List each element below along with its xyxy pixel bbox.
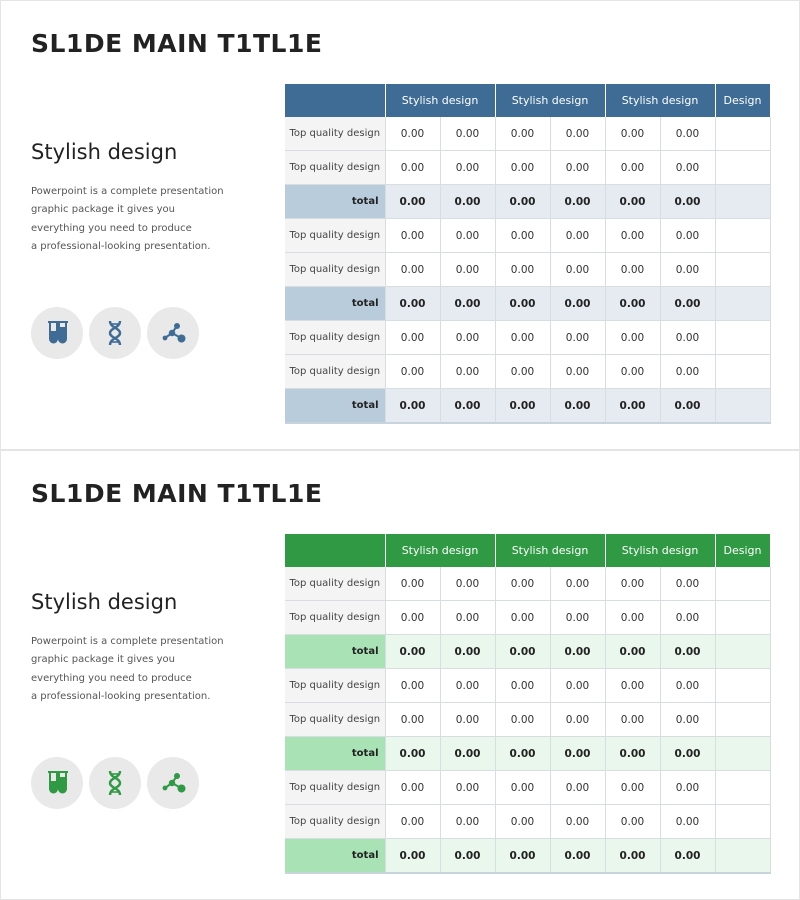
row-label: Top quality design (285, 703, 385, 737)
table-cell: 0.00 (660, 805, 715, 839)
table-cell: 0.00 (660, 253, 715, 287)
molecule-glyph (158, 768, 188, 798)
dna-icon (89, 757, 141, 809)
column-header: Design (715, 84, 770, 117)
table-cell: 0.00 (495, 771, 550, 805)
table-row (285, 805, 770, 839)
table-cell: 0.00 (660, 601, 715, 635)
table-cell: 0.00 (385, 151, 440, 185)
table-cell: 0.00 (495, 567, 550, 601)
table-cell (715, 771, 770, 805)
table-cell: 0.00 (385, 669, 440, 703)
total-row (285, 287, 770, 321)
table-cell: 0.00 (605, 287, 660, 321)
table-cell: 0.00 (385, 185, 440, 219)
table-cell: 0.00 (660, 355, 715, 389)
table-cell: 0.00 (660, 839, 715, 874)
table-cell: 0.00 (660, 771, 715, 805)
table-cell: 0.00 (495, 635, 550, 669)
table-row (285, 117, 770, 151)
table-cell: 0.00 (495, 287, 550, 321)
table-cell (715, 287, 770, 321)
table-cell: 0.00 (550, 737, 605, 771)
row-label: Top quality design (285, 601, 385, 635)
table-cell: 0.00 (440, 635, 495, 669)
table-cell: 0.00 (605, 253, 660, 287)
table-cell: 0.00 (660, 669, 715, 703)
table-cell (715, 737, 770, 771)
total-row (285, 839, 770, 874)
table-cell: 0.00 (660, 389, 715, 424)
table-cell: 0.00 (605, 737, 660, 771)
table-cell: 0.00 (440, 737, 495, 771)
slide-subtitle: Stylish design (31, 140, 178, 164)
test-tubes-glyph (42, 318, 72, 348)
table-cell: 0.00 (550, 151, 605, 185)
row-label: Top quality design (285, 321, 385, 355)
total-row (285, 737, 770, 771)
table-cell: 0.00 (605, 117, 660, 151)
table-cell: 0.00 (495, 839, 550, 874)
table-cell: 0.00 (550, 389, 605, 424)
table-cell: 0.00 (605, 703, 660, 737)
data-table (285, 84, 771, 424)
table-cell: 0.00 (495, 737, 550, 771)
row-label: total (285, 185, 385, 219)
table-cell: 0.00 (385, 839, 440, 874)
table-cell: 0.00 (660, 151, 715, 185)
description-line: graphic package it gives you (31, 204, 175, 216)
table-cell: 0.00 (605, 771, 660, 805)
table-cell: 0.00 (440, 669, 495, 703)
table-cell: 0.00 (495, 389, 550, 424)
table-cell (715, 321, 770, 355)
table-cell (715, 669, 770, 703)
table-cell: 0.00 (550, 355, 605, 389)
dna-icon (89, 307, 141, 359)
row-label: Top quality design (285, 567, 385, 601)
table-cell (715, 117, 770, 151)
table-cell: 0.00 (440, 219, 495, 253)
table-row (285, 219, 770, 253)
table-cell: 0.00 (495, 253, 550, 287)
column-header: Stylish design (385, 534, 495, 567)
table-cell: 0.00 (440, 355, 495, 389)
dna-glyph (100, 768, 130, 798)
table-cell: 0.00 (605, 185, 660, 219)
table-cell: 0.00 (385, 117, 440, 151)
table-cell: 0.00 (605, 601, 660, 635)
table-cell: 0.00 (550, 635, 605, 669)
table-cell: 0.00 (605, 219, 660, 253)
table-cell (715, 839, 770, 874)
table-cell: 0.00 (440, 185, 495, 219)
description-line: everything you need to produce (31, 222, 192, 234)
column-header: Stylish design (605, 84, 715, 117)
table-cell: 0.00 (440, 601, 495, 635)
table-cell: 0.00 (660, 703, 715, 737)
row-label: total (285, 737, 385, 771)
table-cell: 0.00 (440, 839, 495, 874)
table-cell: 0.00 (495, 601, 550, 635)
table-cell: 0.00 (550, 253, 605, 287)
table-cell: 0.00 (660, 321, 715, 355)
table-cell: 0.00 (660, 287, 715, 321)
table-cell (715, 253, 770, 287)
description-line: Powerpoint is a complete presentation (31, 186, 224, 197)
column-header: Stylish design (385, 84, 495, 117)
table-cell: 0.00 (550, 567, 605, 601)
test-tubes-glyph (42, 768, 72, 798)
molecule-glyph (158, 318, 188, 348)
table-cell: 0.00 (495, 151, 550, 185)
table-cell: 0.00 (385, 287, 440, 321)
table-cell: 0.00 (440, 253, 495, 287)
table-cell: 0.00 (550, 601, 605, 635)
row-label: Top quality design (285, 355, 385, 389)
row-label: Top quality design (285, 253, 385, 287)
table-cell: 0.00 (605, 389, 660, 424)
row-label: Top quality design (285, 669, 385, 703)
slide-blue (1, 1, 799, 449)
table-cell: 0.00 (605, 321, 660, 355)
table-cell (715, 185, 770, 219)
description-line: everything you need to produce (31, 672, 192, 684)
column-header: Stylish design (495, 84, 605, 117)
table-cell: 0.00 (385, 635, 440, 669)
table-cell: 0.00 (495, 185, 550, 219)
table-cell: 0.00 (440, 151, 495, 185)
table-cell: 0.00 (660, 219, 715, 253)
table-cell: 0.00 (550, 117, 605, 151)
table-cell: 0.00 (550, 703, 605, 737)
table-row (285, 771, 770, 805)
table-cell: 0.00 (605, 635, 660, 669)
row-label: total (285, 389, 385, 424)
table-cell: 0.00 (440, 805, 495, 839)
table-cell: 0.00 (605, 839, 660, 874)
table-cell: 0.00 (495, 219, 550, 253)
row-label: total (285, 287, 385, 321)
table-cell: 0.00 (495, 117, 550, 151)
table-cell: 0.00 (385, 737, 440, 771)
table-cell: 0.00 (550, 219, 605, 253)
table-cell (715, 805, 770, 839)
description-line: a professional-looking presentation. (31, 240, 211, 252)
table-cell: 0.00 (440, 703, 495, 737)
table-cell: 0.00 (385, 389, 440, 424)
table-cell: 0.00 (550, 669, 605, 703)
table-cell: 0.00 (385, 703, 440, 737)
table-cell: 0.00 (385, 771, 440, 805)
column-header: Design (715, 534, 770, 567)
table-cell: 0.00 (385, 321, 440, 355)
table-cell: 0.00 (495, 703, 550, 737)
row-label: Top quality design (285, 219, 385, 253)
data-table (285, 534, 771, 874)
row-label: Top quality design (285, 117, 385, 151)
header-corner (285, 534, 385, 567)
table-cell: 0.00 (385, 253, 440, 287)
table-cell: 0.00 (495, 669, 550, 703)
table-cell: 0.00 (660, 117, 715, 151)
table-row (285, 669, 770, 703)
molecule-icon (147, 307, 199, 359)
slide-description (31, 183, 251, 256)
table-cell: 0.00 (605, 669, 660, 703)
table-cell: 0.00 (660, 737, 715, 771)
table-cell: 0.00 (660, 635, 715, 669)
table-cell: 0.00 (385, 601, 440, 635)
table-cell: 0.00 (440, 321, 495, 355)
test-tubes-icon (31, 307, 83, 359)
table-cell: 0.00 (385, 805, 440, 839)
description-line: a professional-looking presentation. (31, 690, 211, 702)
row-label: Top quality design (285, 151, 385, 185)
table-cell: 0.00 (440, 389, 495, 424)
table-header-row (285, 84, 770, 117)
table-cell (715, 151, 770, 185)
table-row (285, 567, 770, 601)
row-label: total (285, 839, 385, 874)
table-row (285, 703, 770, 737)
slide-title: SL1DE MAIN T1TL1E (31, 479, 323, 508)
table-cell: 0.00 (385, 567, 440, 601)
table-row (285, 321, 770, 355)
dna-glyph (100, 318, 130, 348)
table-cell (715, 601, 770, 635)
total-row (285, 635, 770, 669)
header-corner (285, 84, 385, 117)
slide-subtitle: Stylish design (31, 590, 178, 614)
table-cell: 0.00 (495, 805, 550, 839)
table-cell: 0.00 (660, 567, 715, 601)
table-cell: 0.00 (550, 771, 605, 805)
table-cell: 0.00 (495, 355, 550, 389)
table-cell: 0.00 (605, 805, 660, 839)
table-cell: 0.00 (550, 185, 605, 219)
row-label: Top quality design (285, 805, 385, 839)
description-line: Powerpoint is a complete presentation (31, 636, 224, 647)
table-cell: 0.00 (550, 321, 605, 355)
table-cell (715, 567, 770, 601)
table-cell: 0.00 (605, 567, 660, 601)
table-row (285, 151, 770, 185)
table-row (285, 253, 770, 287)
total-row (285, 185, 770, 219)
row-label: Top quality design (285, 771, 385, 805)
table-cell: 0.00 (385, 219, 440, 253)
table-cell: 0.00 (495, 321, 550, 355)
row-label: total (285, 635, 385, 669)
table-cell (715, 355, 770, 389)
molecule-icon (147, 757, 199, 809)
table-cell: 0.00 (605, 355, 660, 389)
table-cell: 0.00 (440, 771, 495, 805)
table-cell: 0.00 (440, 567, 495, 601)
table-cell (715, 389, 770, 424)
total-row (285, 389, 770, 424)
table-cell (715, 703, 770, 737)
slide-title: SL1DE MAIN T1TL1E (31, 29, 323, 58)
table-cell: 0.00 (660, 185, 715, 219)
table-row (285, 355, 770, 389)
slide-green (1, 451, 799, 899)
table-cell: 0.00 (385, 355, 440, 389)
test-tubes-icon (31, 757, 83, 809)
table-cell: 0.00 (550, 839, 605, 874)
slide-description (31, 633, 251, 706)
table-row (285, 601, 770, 635)
table-cell: 0.00 (550, 287, 605, 321)
table-header-row (285, 534, 770, 567)
table-cell: 0.00 (550, 805, 605, 839)
table-cell (715, 635, 770, 669)
column-header: Stylish design (605, 534, 715, 567)
column-header: Stylish design (495, 534, 605, 567)
description-line: graphic package it gives you (31, 654, 175, 666)
table-cell: 0.00 (440, 117, 495, 151)
table-cell (715, 219, 770, 253)
table-cell: 0.00 (605, 151, 660, 185)
table-cell: 0.00 (440, 287, 495, 321)
